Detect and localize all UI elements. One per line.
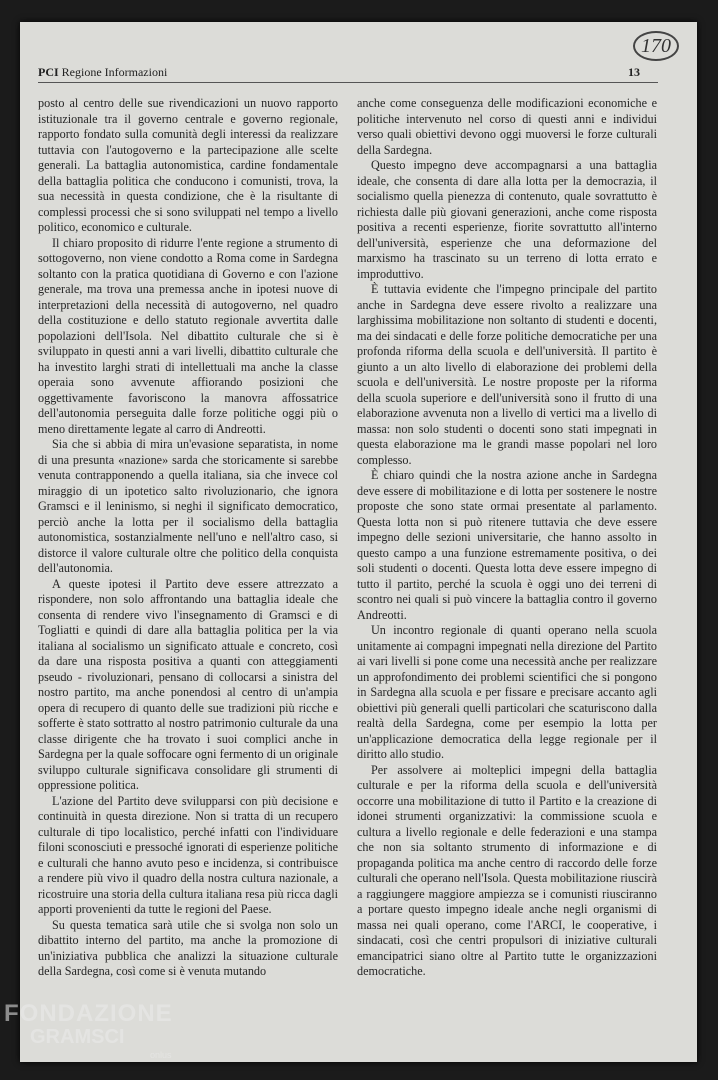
page-number: 13 (628, 65, 640, 79)
paragraph: Per assolvere ai molteplici impegni della battaglia culturale e per la riforma della scuola e dell'università occorre una mobilitazione di tutto il Partito e la creazione di idonei strumenti organizzativi: la commissione scuola e cultura a livello regionale e delle federazioni e una stampa che non sia soltanto strumento di informazione e di propaganda politica ma anche centro di raccordo delle forze culturali che operano nell'Isola. Questa mobilitazione riuscirà a raggiungere maggiore ampiezza se i comunisti riusciranno a portare questo impegno ideale anche negli organismi di massa nei quali operano, come l'ARCI, le cooperative, i sindacati, così che centri propulsori di iniziative culturali emancipatrici siano oltre al Partito tutte le organizzazioni democratiche. (357, 762, 657, 978)
paragraph: Sia che si abbia di mira un'evasione separatista, in nome di una presunta «nazione» sarda che storicamente si sarebbe venuta contrapponendo a quella italiana, sia che invece col miraggio di un ipotetico salto rivoluzionario, che ignora Gramsci e il leninismo, si neghi il significato democratico, perciò anche la lotta per il socialismo della battaglia autonomistica, sostanzialmente nell'uno e nell'altro caso, si distorce il valore culturale oltre che politico della conquista dell'autonomia. (38, 437, 338, 575)
text-column-left (38, 96, 338, 980)
header-rule (38, 82, 658, 83)
paragraph: Su questa tematica sarà utile che si svolga non solo un dibattito interno del partito, ma anche la promozione di un'iniziativa pubblica che analizzi la situazione culturale della Sardegna, così come si è venuta mutando (38, 917, 338, 978)
paragraph: Questo impegno deve accompagnarsi a una battaglia ideale, che consenta di dare alla lotta per la democrazia, il socialismo quella pienezza di contenuto, quale sovrattutto è richiesta dalle più giovani generazioni, anche come risposta positiva a recenti esperienze, fiorite sovrattutto all'interno dell'università, esperienze che una deformazione del marxismo ha trascinato su un terreno di lotta errato e improduttivo. (357, 158, 657, 281)
header-title: Regione Informazioni (61, 65, 168, 79)
paragraph: È tuttavia evidente che l'impegno principale del partito anche in Sardegna deve essere rivolto a realizzare una larghissima mobilitazione non soltanto di studenti e docenti, ma dei sindacati e delle forze politiche democratiche per una profonda riforma della scuola e dell'università. Il partito è giunto a un alto livello di elaborazione dei problemi della scuola e dell'università. Le nostre proposte per la riforma della scuola superiore e dell'università sono il frutto di una elaborazione avvenuta non a livello di vertici ma a livello di massa: non solo studenti o docenti sono stati impegnati in questa elaborazione ma le grandi masse popolari nel loro complesso. (357, 282, 657, 467)
paragraph: Un incontro regionale di quanti operano nella scuola unitamente ai compagni impegnati nella direzione del Partito ai vari livelli si pone come una necessità anche per realizzare un approfondimento dei problemi scientifici che si pongono in Sardegna alla scuola e per fissare e precisare accanto agli obiettivi più generali quelli particolari che scaturiscono dalla realtà della Sardegna, come per esempio la lotta per un'applicazione democratica della legge regionale per il diritto allo studio. (357, 623, 657, 761)
watermark-gramsci: GRAMSCI (30, 1026, 125, 1048)
header-pci: PCI (38, 65, 59, 79)
watermark-onlus: onlus (150, 1050, 172, 1060)
running-header (38, 65, 167, 80)
paragraph: L'azione del Partito deve svilupparsi con più decisione e continuità in questa direzione. Non si tratta di un recupero culturale di tipo localistico, perché infatti con l'individuare filoni sconosciuti e pressoché ignorati di esperienze politiche e culturali che hanno avuto peso e incidenza, si contribuisce a rendere più vivo il quadro della nostra cultura nazionale, a ricostruire una storia della cultura italiana resa più ricca dagli apporti provenienti da tutte le regioni del Paese. (38, 793, 338, 916)
handwritten-page-number: 170 (633, 31, 679, 61)
paragraph: È chiaro quindi che la nostra azione anche in Sardegna deve essere di mobilitazione e di lotta per sostenere le nostre proposte che sono state ormai presentate al parlamento. Questa lotta non si può ritenere tuttavia che deve essere impegno delle sezioni universitarie, che hanno assolto in questo campo a una funzione estremamente positiva, o dei soli studenti o docenti. Questa lotta deve essere impegno di tutto il partito, perché la scuola è oggi uno dei terreni di scontro nei quali si può vincere la battaglia contro il governo Andreotti. (357, 468, 657, 622)
text-column-right (357, 96, 657, 980)
watermark-fondazione: FONDAZIONE (4, 1000, 173, 1027)
paragraph: posto al centro delle sue rivendicazioni un nuovo rapporto istituzionale tra il governo centrale e governo regionale, rapporto fondato sulla comunità degli interessi da realizzare tuttavia con l'autogoverno e la partecipazione alle scelte generali. La battaglia autonomistica, cardine fondamentale della battaglia politica che conducono i comunisti, trova, la sua necessità in questa condizione, che è la risultante di complessi processi che si sono sviluppati nel tempo a livello politico, economico e culturale. (38, 96, 338, 234)
paragraph: Il chiaro proposito di ridurre l'ente regione a strumento di sottogoverno, non viene condotto a Roma come in Sardegna soltanto con la pratica quotidiana di Governo e con l'azione generale, ma trova una premessa anche in ipotesi nuove di interpretazioni della necessità di autogoverno, nel quadro della costituzione e dello statuto regionale avvertita dalle popolazioni dell'Isola. Nel dibattito culturale che si è sviluppato in questi anni a vari livelli, dibattito culturale che ha investito larghi strati di intellettuali ma anche la classe operaia sono avvenute affiorando posizioni che oggettivamente favoriscono la manovra affossatrice dell'autonomia perseguita dalle forze politiche oggi più o meno direttamente legate al carro di Andreotti. (38, 235, 338, 436)
paragraph: anche come conseguenza delle modificazioni economiche e politiche intervenuto nel corso di questi anni e individui verso quali obiettivi devono oggi muoversi le forze culturali della Sardegna. (357, 96, 657, 157)
paragraph: A queste ipotesi il Partito deve essere attrezzato a rispondere, non solo affrontando una battaglia ideale che consenta di rendere vivo l'insegnamento di Gramsci e di Togliatti e quindi di dare alla battaglia politica per la via italiana al socialismo un significato attuale e concreto, così da dare una risposta positiva a quanti con atteggiamenti pseudo - rivoluzionari, pensano di collocarsi a sinistra del nostro partito, ma anche ponendosi al centro di un'ampia opera di recupero di quanto delle sue tradizioni più ricche e sofferte è stato sottratto al nostro patrimonio culturale da una classe dirigente che ha trovato i suoi complici anche in Sardegna per la quale soffocare ogni fermento di un originale sviluppo culturale significava consolidare gli strumenti di oppressione politica. (38, 576, 338, 792)
